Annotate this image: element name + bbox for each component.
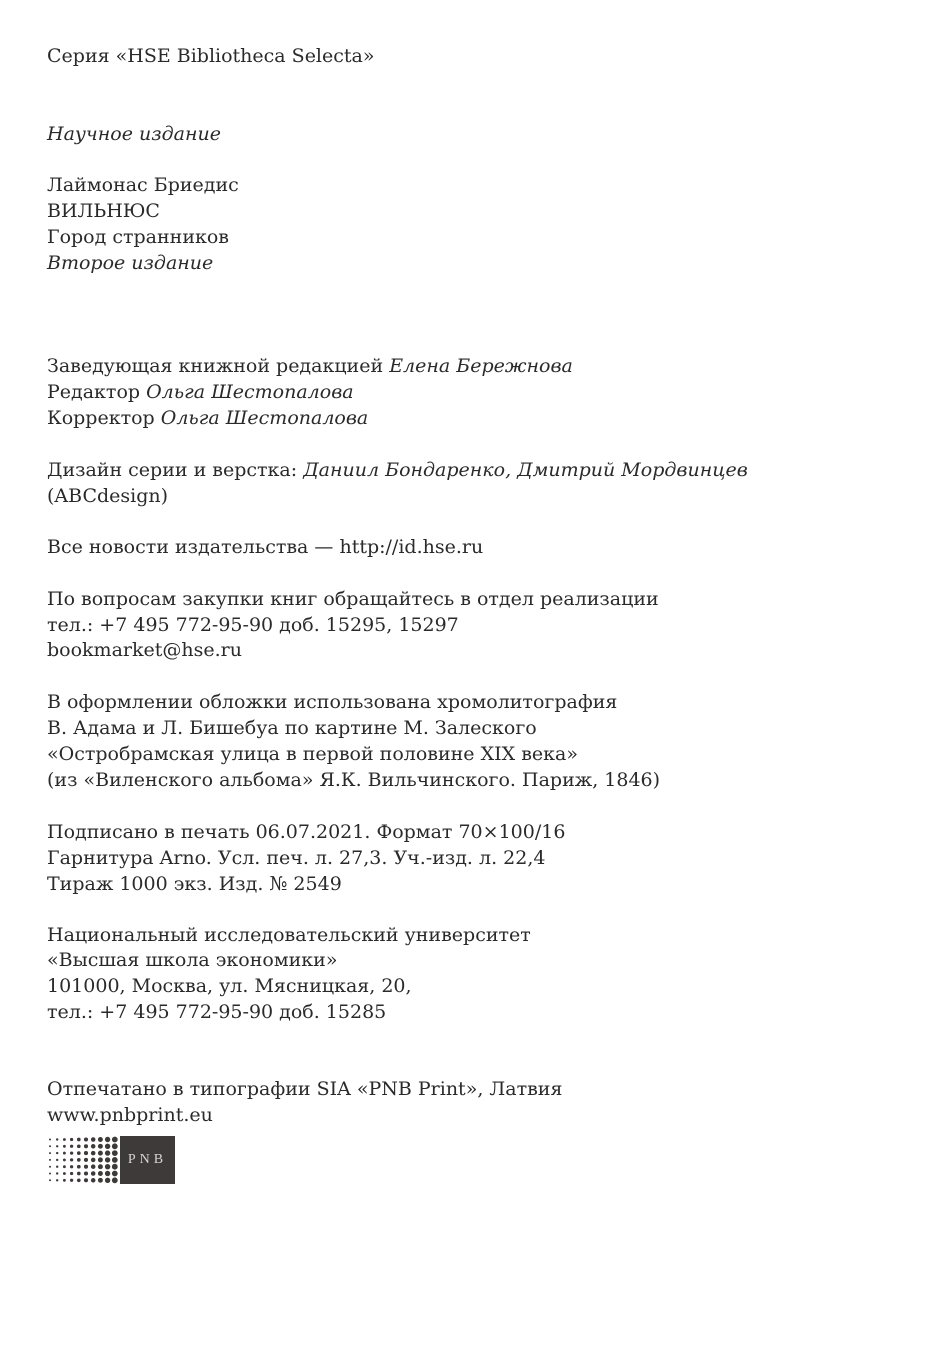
logo-dot	[84, 1151, 88, 1155]
logo-dot	[91, 1178, 96, 1183]
publisher-address: 101000, Москва, ул. Мясницкая, 20,	[47, 975, 412, 997]
logo-dot	[98, 1171, 103, 1176]
pnb-print-logo	[47, 1136, 175, 1184]
logo-dot	[70, 1172, 73, 1175]
logo-dot	[105, 1171, 110, 1176]
logo-dot	[77, 1138, 81, 1142]
publisher-phone: тел.: +7 495 772-95-90 доб. 15285	[47, 1001, 387, 1023]
logo-dot	[77, 1178, 81, 1182]
logo-dot	[84, 1158, 88, 1162]
edition-type: Научное издание	[47, 123, 221, 145]
logo-dot	[63, 1165, 66, 1168]
logo-dot	[70, 1145, 73, 1148]
logo-dot	[112, 1143, 118, 1149]
print-info-line-1: Подписано в печать 06.07.2021. Формат 70×100/16	[47, 821, 566, 843]
credit-design-label: Дизайн серии и верстка:	[47, 459, 298, 481]
sales-line-1: По вопросам закупки книг обращайтесь в отдел реализации	[47, 588, 659, 610]
logo-dot	[77, 1165, 81, 1169]
credit-head-name: Елена Бережнова	[389, 355, 573, 377]
logo-dot	[63, 1158, 66, 1161]
news-line: Все новости издательства — http://id.hse.ru	[47, 536, 484, 558]
sales-email: bookmarket@hse.ru	[47, 639, 242, 661]
credit-editor-label: Редактор	[47, 381, 141, 403]
logo-dot	[84, 1165, 88, 1169]
logo-dot	[84, 1171, 88, 1175]
logo-dot	[49, 1139, 51, 1141]
logo-dot	[105, 1144, 110, 1149]
logo-dot	[56, 1165, 58, 1167]
edition-number: Второе издание	[47, 252, 214, 274]
logo-dot	[112, 1157, 118, 1163]
logo-dot	[56, 1159, 58, 1161]
logo-dot	[49, 1179, 51, 1181]
logo-dot	[56, 1172, 58, 1174]
logo-dot	[63, 1138, 66, 1141]
credit-head	[47, 353, 573, 379]
logo-dot	[77, 1144, 81, 1148]
logo-dot	[84, 1144, 88, 1148]
logo-dot	[56, 1138, 58, 1140]
book-title: ВИЛЬНЮС	[47, 200, 160, 222]
logo-dot	[56, 1179, 58, 1181]
logo-dot	[91, 1158, 96, 1163]
logo-dot	[98, 1151, 103, 1156]
print-info-line-3: Тираж 1000 экз. Изд. № 2549	[47, 873, 342, 895]
logo-dot	[112, 1150, 118, 1156]
logo-dot	[77, 1151, 81, 1155]
logo-dot	[63, 1172, 66, 1175]
logo-dot	[56, 1145, 58, 1147]
credit-design	[47, 457, 748, 483]
logo-dot	[63, 1145, 66, 1148]
logo-dot	[98, 1164, 103, 1169]
credit-editor-name: Ольга Шестопалова	[146, 381, 354, 403]
printer-line: Отпечатано в типографии SIA «PNB Print», Латвия	[47, 1078, 563, 1100]
logo-dot	[84, 1178, 88, 1182]
logo-dot	[98, 1157, 103, 1162]
logo-dot	[63, 1152, 66, 1155]
logo-dot	[91, 1171, 96, 1176]
credit-proofreader-name: Ольга Шестопалова	[160, 407, 369, 429]
logo-dot	[70, 1138, 73, 1141]
logo-dot	[112, 1177, 118, 1183]
logo-dot	[98, 1144, 103, 1149]
logo-dot	[105, 1150, 110, 1155]
logo-dot	[112, 1171, 118, 1177]
credit-design-names: Даниил Бондаренко, Дмитрий Мордвинцев	[303, 459, 748, 481]
logo-dot	[77, 1158, 81, 1162]
print-info-line-2: Гарнитура Arno. Усл. печ. л. 27,3. Уч.-изд. л. 22,4	[47, 847, 546, 869]
dot-pattern-icon	[47, 1136, 119, 1184]
credit-design-studio: (ABCdesign)	[47, 485, 169, 507]
logo-dot	[49, 1159, 51, 1161]
logo-dot	[91, 1137, 96, 1142]
logo-dot	[70, 1158, 73, 1161]
logo-dot	[105, 1178, 110, 1183]
publisher-line-2: «Высшая школа экономики»	[47, 949, 338, 971]
printer-website: www.pnbprint.eu	[47, 1104, 213, 1126]
logo-dot	[98, 1137, 103, 1142]
logo-dot	[112, 1137, 118, 1143]
logo-dot	[112, 1164, 118, 1170]
logo-dot	[49, 1145, 51, 1147]
logo-dot	[98, 1178, 103, 1183]
logo-dot	[105, 1164, 110, 1169]
credit-proofreader-label: Корректор	[47, 407, 155, 429]
cover-line-2: В. Адама и Л. Бишебуа по картине М. Залеского	[47, 717, 537, 739]
logo-dot	[70, 1151, 73, 1154]
cover-line-3: «Остробрамская улица в первой половине XIX века»	[47, 743, 578, 765]
logo-dot	[105, 1157, 110, 1162]
logo-dot	[49, 1173, 51, 1175]
credit-proofreader	[47, 405, 368, 431]
logo-dot	[49, 1166, 51, 1168]
cover-line-4: (из «Виленского альбома» Я.К. Вильчинского. Париж, 1846)	[47, 769, 661, 791]
credit-head-label: Заведующая книжной редакцией	[47, 355, 384, 377]
logo-dot	[91, 1144, 96, 1149]
pnb-logo-text: PNB	[120, 1136, 175, 1184]
cover-line-1: В оформлении обложки использована хромолитография	[47, 691, 618, 713]
logo-dot	[49, 1152, 51, 1154]
sales-line-2: тел.: +7 495 772-95-90 доб. 15295, 15297	[47, 614, 459, 636]
credit-editor	[47, 379, 354, 405]
logo-dot	[63, 1179, 66, 1182]
author-name: Лаймонас Бриедис	[47, 174, 239, 196]
logo-dot	[91, 1151, 96, 1156]
logo-dot	[77, 1172, 81, 1176]
logo-dot	[84, 1137, 88, 1141]
book-subtitle: Город странников	[47, 226, 230, 248]
logo-dot	[70, 1179, 73, 1182]
logo-dot	[70, 1165, 73, 1168]
publisher-line-1: Национальный исследовательский университет	[47, 924, 531, 946]
logo-dot	[56, 1152, 58, 1154]
logo-dot	[105, 1137, 110, 1142]
logo-dot	[91, 1164, 96, 1169]
series-line: Серия «HSE Bibliotheca Selecta»	[47, 45, 375, 67]
